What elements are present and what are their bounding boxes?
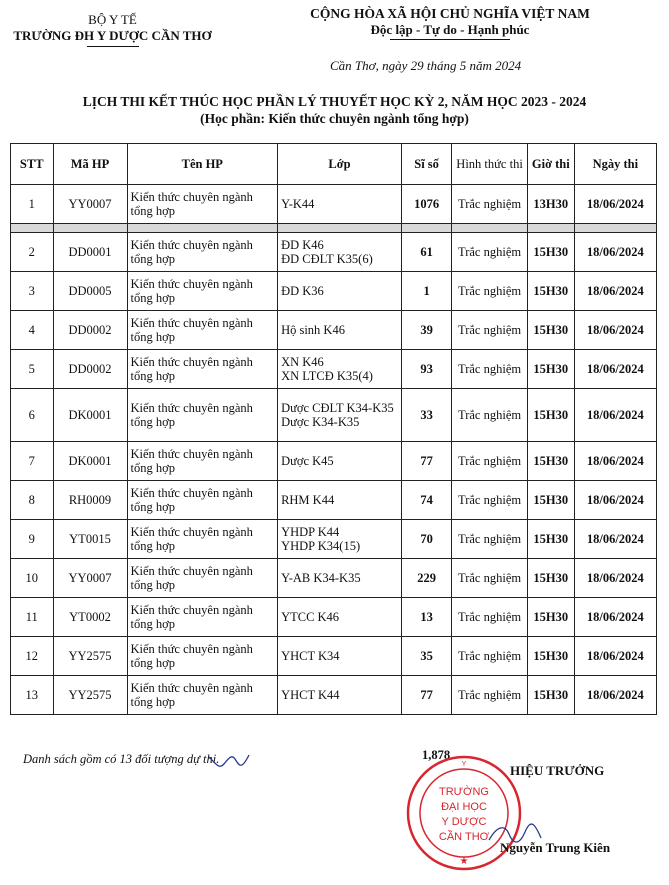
cell-si-so: 93	[401, 350, 451, 389]
cell-ngay-thi: 18/06/2024	[574, 272, 656, 311]
list-note: Danh sách gồm có 13 đối tượng dự thi.	[23, 752, 220, 766]
cell-lop: YHDP K44 YHDP K34(15)	[278, 520, 402, 559]
cell-ma-hp: YY0007	[53, 559, 127, 598]
cell-hinh-thuc: Trắc nghiệm	[452, 350, 528, 389]
header-hinh-thuc: Hình thức thi	[452, 144, 528, 185]
separator-cell	[11, 224, 54, 233]
header-ma-hp: Mã HP	[53, 144, 127, 185]
cell-ngay-thi: 18/06/2024	[574, 311, 656, 350]
page-subtitle: (Học phần: Kiến thức chuyên ngành tổng hợp)	[200, 111, 469, 126]
table-header-row	[11, 144, 657, 185]
exam-schedule-table	[10, 143, 657, 715]
header-lop: Lớp	[278, 144, 402, 185]
cell-lop: ĐD K36	[278, 272, 402, 311]
cell-gio-thi: 15H30	[527, 598, 574, 637]
cell-stt: 5	[11, 350, 54, 389]
cell-si-so: 77	[401, 676, 451, 715]
cell-stt: 3	[11, 272, 54, 311]
cell-ma-hp: YY2575	[53, 637, 127, 676]
svg-text:ĐẠI HỌC: ĐẠI HỌC	[441, 801, 487, 813]
cell-lop: XN K46 XN LTCĐ K35(4)	[278, 350, 402, 389]
cell-ma-hp: DD0001	[53, 233, 127, 272]
cell-ngay-thi: 18/06/2024	[574, 676, 656, 715]
signer-title: HIỆU TRƯỞNG	[510, 763, 605, 778]
cell-ten-hp: Kiến thức chuyên ngành tổng hợp	[127, 520, 278, 559]
header-ngay-thi: Ngày thi	[574, 144, 656, 185]
cell-stt: 12	[11, 637, 54, 676]
cell-ten-hp: Kiến thức chuyên ngành tổng hợp	[127, 559, 278, 598]
cell-stt: 9	[11, 520, 54, 559]
cell-lop: ĐD K46 ĐD CĐLT K35(6)	[278, 233, 402, 272]
cell-stt: 4	[11, 311, 54, 350]
svg-text:TRƯỜNG: TRƯỜNG	[439, 786, 489, 798]
cell-si-so: 13	[401, 598, 451, 637]
cell-ma-hp: RH0009	[53, 481, 127, 520]
cell-lop: RHM K44	[278, 481, 402, 520]
cell-ma-hp: DD0002	[53, 350, 127, 389]
table-row	[11, 481, 657, 520]
cell-gio-thi: 13H30	[527, 185, 574, 224]
table-row	[11, 559, 657, 598]
cell-stt: 6	[11, 389, 54, 442]
cell-gio-thi: 15H30	[527, 389, 574, 442]
cell-ten-hp: Kiến thức chuyên ngành tổng hợp	[127, 442, 278, 481]
page-title: LỊCH THI KẾT THÚC HỌC PHẦN LÝ THUYẾT HỌC KỲ 2, NĂM HỌC 2023 - 2024	[82, 94, 587, 109]
table-row	[11, 311, 657, 350]
university-name: TRƯỜNG ĐH Y DƯỢC CẦN THƠ	[13, 28, 212, 43]
cell-si-so: 1	[401, 272, 451, 311]
cell-lop: Dược K45	[278, 442, 402, 481]
cell-ma-hp: DK0001	[53, 442, 127, 481]
table-row	[11, 598, 657, 637]
cell-ten-hp: Kiến thức chuyên ngành tổng hợp	[127, 185, 278, 224]
cell-si-so: 74	[401, 481, 451, 520]
cell-ten-hp: Kiến thức chuyên ngành tổng hợp	[127, 272, 278, 311]
cell-hinh-thuc: Trắc nghiệm	[452, 637, 528, 676]
cell-si-so: 1076	[401, 185, 451, 224]
cell-hinh-thuc: Trắc nghiệm	[452, 676, 528, 715]
table-row	[11, 233, 657, 272]
table-row	[11, 442, 657, 481]
cell-ten-hp: Kiến thức chuyên ngành tổng hợp	[127, 389, 278, 442]
country-name: CỘNG HÒA XÃ HỘI CHỦ NGHĨA VIỆT NAM	[310, 6, 590, 21]
header-si-so: Sĩ số	[401, 144, 451, 185]
cell-ma-hp: YT0002	[53, 598, 127, 637]
total-count: 1,878	[422, 748, 451, 762]
separator-cell	[278, 224, 402, 233]
cell-ma-hp: YT0015	[53, 520, 127, 559]
table-row	[11, 520, 657, 559]
table-row	[11, 676, 657, 715]
cell-lop: Hộ sinh K46	[278, 311, 402, 350]
separator-cell	[127, 224, 278, 233]
separator-cell	[452, 224, 528, 233]
cell-si-so: 35	[401, 637, 451, 676]
cell-si-so: 70	[401, 520, 451, 559]
cell-si-so: 77	[401, 442, 451, 481]
table-row	[11, 185, 657, 224]
cell-lop: Y-AB K34-K35	[278, 559, 402, 598]
cell-ngay-thi: 18/06/2024	[574, 442, 656, 481]
cell-gio-thi: 15H30	[527, 676, 574, 715]
place-date: Cần Thơ, ngày 29 tháng 5 năm 2024	[330, 58, 522, 73]
table-row	[11, 272, 657, 311]
cell-hinh-thuc: Trắc nghiệm	[452, 389, 528, 442]
cell-stt: 13	[11, 676, 54, 715]
cell-ngay-thi: 18/06/2024	[574, 389, 656, 442]
header-right	[285, 6, 615, 40]
cell-hinh-thuc: Trắc nghiệm	[452, 481, 528, 520]
cell-lop: YHCT K44	[278, 676, 402, 715]
svg-text:CẦN THƠ: CẦN THƠ	[438, 831, 490, 843]
table-row	[11, 637, 657, 676]
cell-gio-thi: 15H30	[527, 481, 574, 520]
header-left	[0, 12, 225, 47]
table-body	[11, 185, 657, 715]
cell-ngay-thi: 18/06/2024	[574, 637, 656, 676]
cell-ngay-thi: 18/06/2024	[574, 559, 656, 598]
cell-ten-hp: Kiến thức chuyên ngành tổng hợp	[127, 311, 278, 350]
cell-gio-thi: 15H30	[527, 442, 574, 481]
cell-si-so: 229	[401, 559, 451, 598]
cell-hinh-thuc: Trắc nghiệm	[452, 442, 528, 481]
cell-lop: Y-K44	[278, 185, 402, 224]
cell-stt: 7	[11, 442, 54, 481]
cell-ma-hp: DD0002	[53, 311, 127, 350]
cell-ten-hp: Kiến thức chuyên ngành tổng hợp	[127, 637, 278, 676]
cell-hinh-thuc: Trắc nghiệm	[452, 311, 528, 350]
cell-gio-thi: 15H30	[527, 350, 574, 389]
cell-gio-thi: 15H30	[527, 520, 574, 559]
cell-ten-hp: Kiến thức chuyên ngành tổng hợp	[127, 350, 278, 389]
cell-gio-thi: 15H30	[527, 272, 574, 311]
cell-stt: 8	[11, 481, 54, 520]
cell-ten-hp: Kiến thức chuyên ngành tổng hợp	[127, 676, 278, 715]
cell-stt: 2	[11, 233, 54, 272]
cell-ma-hp: DD0005	[53, 272, 127, 311]
cell-gio-thi: 15H30	[527, 233, 574, 272]
cell-gio-thi: 15H30	[527, 311, 574, 350]
cell-hinh-thuc: Trắc nghiệm	[452, 185, 528, 224]
cell-stt: 10	[11, 559, 54, 598]
svg-text:Y: Y	[461, 761, 467, 768]
cell-ten-hp: Kiến thức chuyên ngành tổng hợp	[127, 481, 278, 520]
svg-text:★: ★	[459, 856, 469, 867]
cell-hinh-thuc: Trắc nghiệm	[452, 598, 528, 637]
cell-hinh-thuc: Trắc nghiệm	[452, 559, 528, 598]
cell-ngay-thi: 18/06/2024	[574, 520, 656, 559]
cell-ma-hp: DK0001	[53, 389, 127, 442]
cell-gio-thi: 15H30	[527, 637, 574, 676]
separator-row	[11, 224, 657, 233]
cell-ngay-thi: 18/06/2024	[574, 233, 656, 272]
separator-cell	[401, 224, 451, 233]
separator-cell	[527, 224, 574, 233]
handwritten-signature	[205, 749, 255, 773]
cell-hinh-thuc: Trắc nghiệm	[452, 272, 528, 311]
cell-ten-hp: Kiến thức chuyên ngành tổng hợp	[127, 233, 278, 272]
cell-ma-hp: YY0007	[53, 185, 127, 224]
cell-ngay-thi: 18/06/2024	[574, 598, 656, 637]
cell-lop: Dược CĐLT K34-K35 Dược K34-K35	[278, 389, 402, 442]
cell-ngay-thi: 18/06/2024	[574, 350, 656, 389]
header-ten-hp: Tên HP	[127, 144, 278, 185]
national-motto: Độc lập - Tự do - Hạnh phúc	[370, 22, 530, 37]
cell-ma-hp: YY2575	[53, 676, 127, 715]
cell-si-so: 39	[401, 311, 451, 350]
table-row	[11, 389, 657, 442]
cell-hinh-thuc: Trắc nghiệm	[452, 233, 528, 272]
cell-lop: YTCC K46	[278, 598, 402, 637]
table-row	[11, 350, 657, 389]
motto-underline	[390, 39, 510, 40]
separator-cell	[53, 224, 127, 233]
cell-ngay-thi: 18/06/2024	[574, 185, 656, 224]
svg-text:Y DƯỢC: Y DƯỢC	[441, 816, 487, 828]
cell-ten-hp: Kiến thức chuyên ngành tổng hợp	[127, 598, 278, 637]
cell-si-so: 61	[401, 233, 451, 272]
header-gio-thi: Giờ thi	[527, 144, 574, 185]
separator-cell	[574, 224, 656, 233]
cell-ngay-thi: 18/06/2024	[574, 481, 656, 520]
header-stt: STT	[11, 144, 54, 185]
cell-gio-thi: 15H30	[527, 559, 574, 598]
cell-si-so: 33	[401, 389, 451, 442]
cell-stt: 11	[11, 598, 54, 637]
cell-stt: 1	[11, 185, 54, 224]
header-underline	[87, 46, 139, 47]
ministry-name: BỘ Y TẾ	[88, 12, 137, 27]
cell-lop: YHCT K34	[278, 637, 402, 676]
signer-name: Nguyễn Trung Kiên	[500, 840, 611, 855]
cell-hinh-thuc: Trắc nghiệm	[452, 520, 528, 559]
